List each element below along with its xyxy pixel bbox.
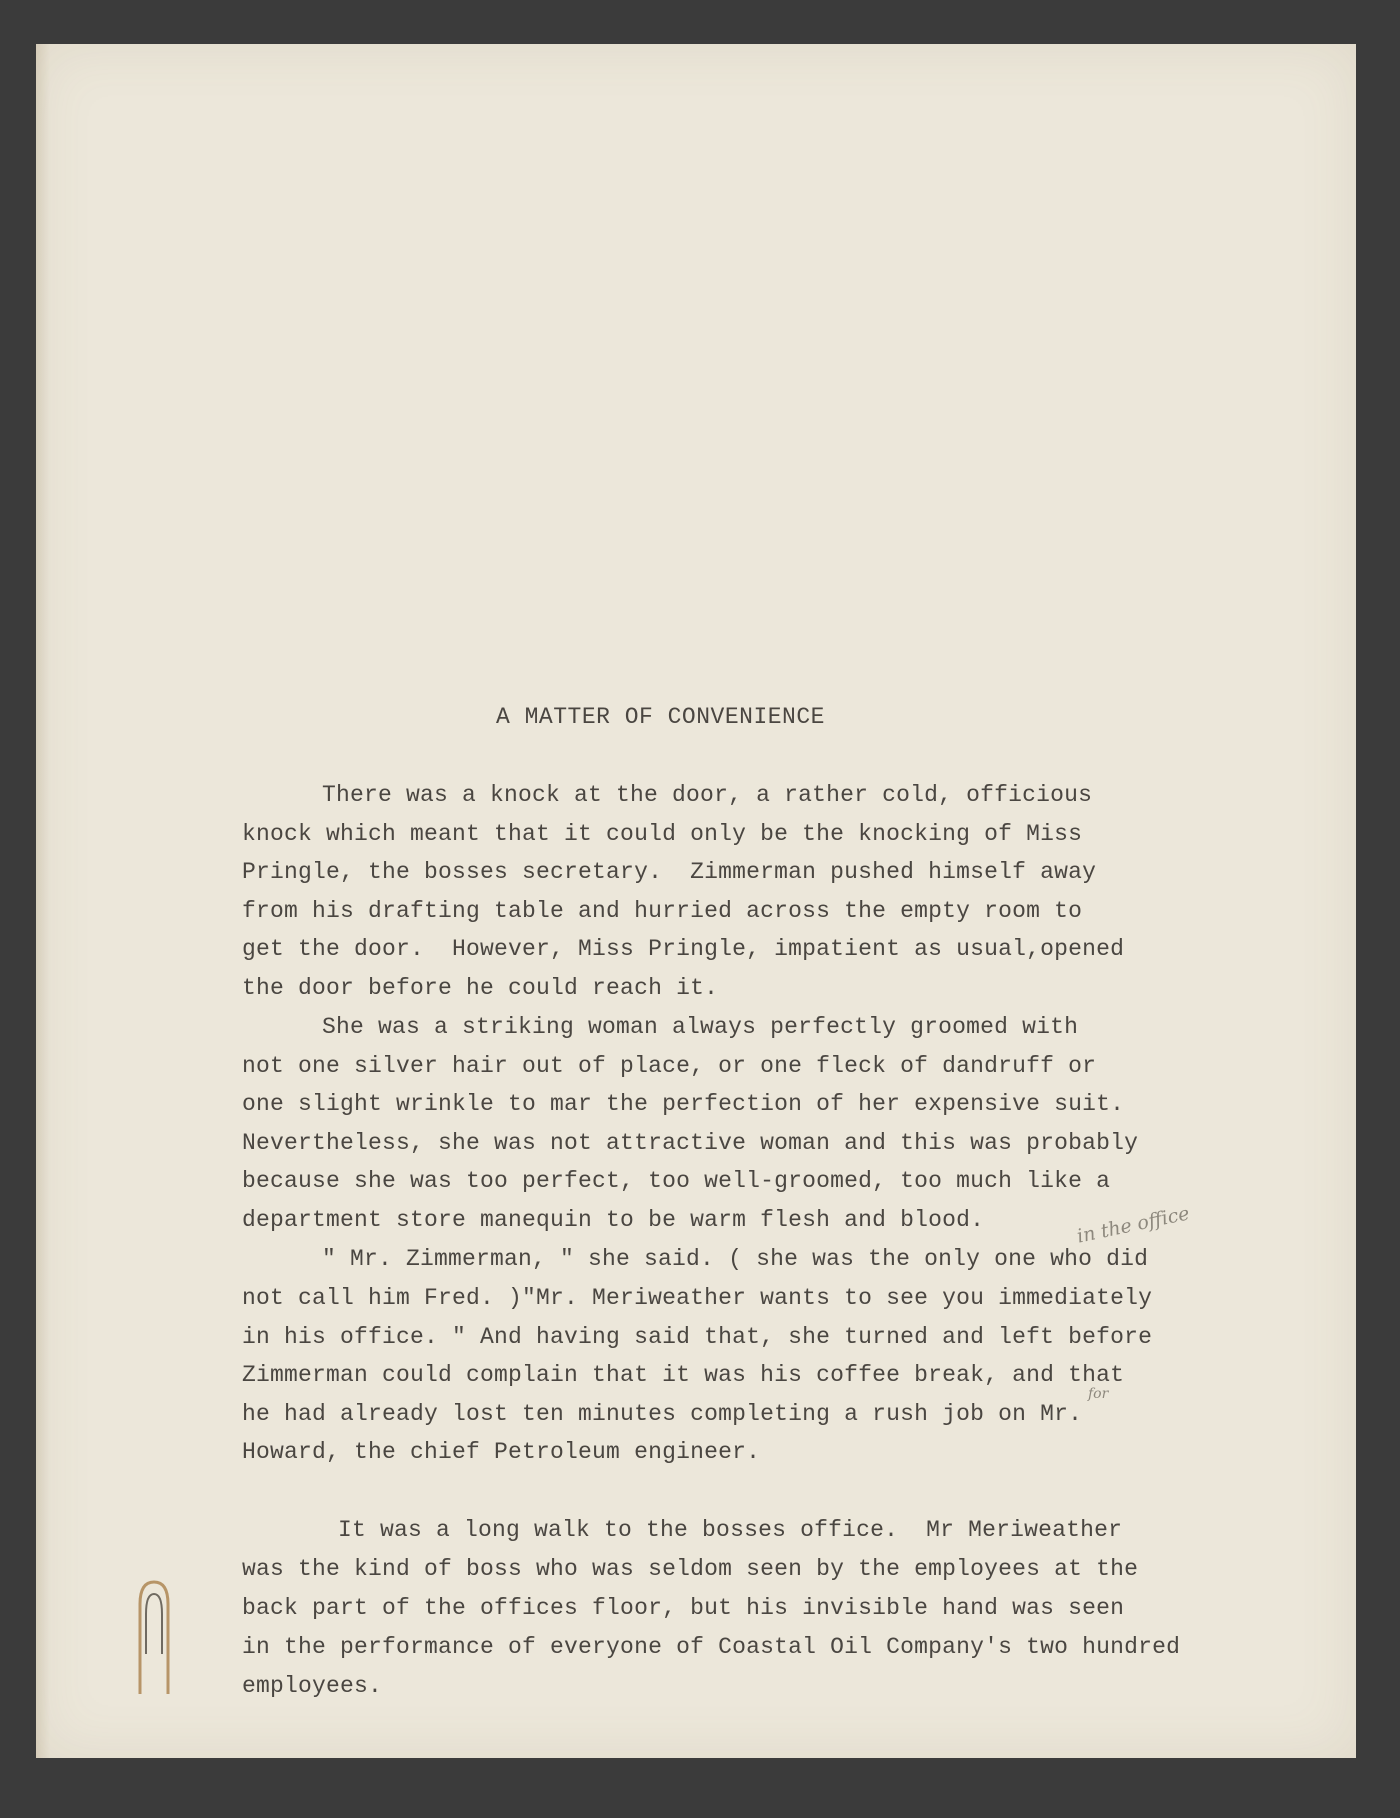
staple-mark xyxy=(132,1564,172,1704)
typed-page xyxy=(36,44,1356,1758)
text-line: because she was too perfect, too well-groomed, too much like a xyxy=(242,1168,1111,1194)
text-line: back part of the offices floor, but his invisible hand was seen xyxy=(242,1595,1125,1621)
text-line: Howard, the chief Petroleum engineer. xyxy=(242,1439,761,1465)
text-line: in the performance of everyone of Coastal Oil Company's two hundred xyxy=(242,1634,1181,1660)
text-line: employees. xyxy=(242,1673,383,1699)
text-line: department store manequin to be warm flesh and blood. xyxy=(242,1207,985,1233)
text-line: the door before he could reach it. xyxy=(242,975,719,1001)
text-line: Zimmerman could complain that it was his coffee break, and that xyxy=(242,1362,1125,1388)
text-line: was the kind of boss who was seldom seen by the employees at the xyxy=(242,1556,1139,1582)
handwritten-note: in the office xyxy=(1074,1202,1192,1248)
text-line: She was a striking woman always perfectly groomed with xyxy=(322,1014,1079,1040)
text-line: Nevertheless, she was not attractive woman and this was probably xyxy=(242,1130,1139,1156)
text-line: one slight wrinkle to mar the perfection of her expensive suit. xyxy=(242,1091,1125,1117)
text-line: he had already lost ten minutes completing a rush job on Mr. xyxy=(242,1401,1083,1427)
text-line: It was a long walk to the bosses office. Mr Meriweather xyxy=(338,1517,1123,1543)
text-line: knock which meant that it could only be the knocking of Miss xyxy=(242,821,1083,847)
text-line: There was a knock at the door, a rather cold, officious xyxy=(322,782,1093,808)
text-line: Pringle, the bosses secretary. Zimmerman pushed himself away xyxy=(242,859,1097,885)
handwritten-note: for xyxy=(1088,1386,1109,1402)
text-line: get the door. However, Miss Pringle, impatient as usual,opened xyxy=(242,936,1125,962)
text-line: not one silver hair out of place, or one fleck of dandruff or xyxy=(242,1053,1097,1079)
story-title: A MATTER OF CONVENIENCE xyxy=(496,704,825,730)
text-line: in his office. " And having said that, she turned and left before xyxy=(242,1324,1153,1350)
text-line: " Mr. Zimmerman, " she said. ( she was the only one who did xyxy=(322,1246,1149,1272)
text-line: from his drafting table and hurried across the empty room to xyxy=(242,898,1083,924)
text-line: not call him Fred. )"Mr. Meriweather wants to see you immediately xyxy=(242,1285,1153,1311)
